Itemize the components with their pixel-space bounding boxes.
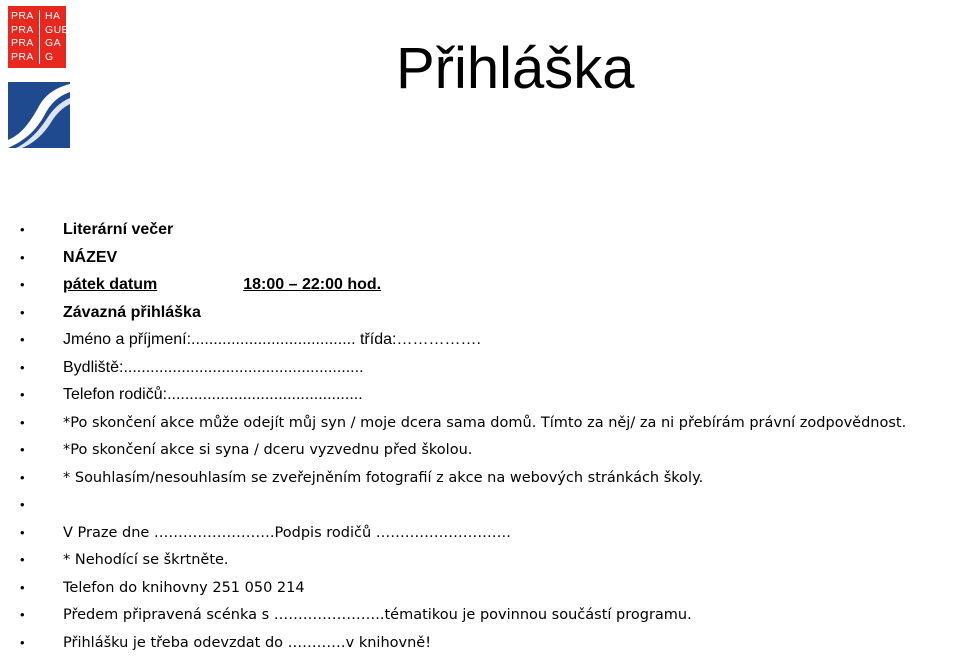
- logo-text: G: [39, 51, 54, 65]
- list-item: [20, 354, 955, 382]
- bullet-icon: •: [20, 524, 25, 540]
- page-title: Přihláška: [396, 36, 635, 101]
- list-item: [20, 574, 955, 602]
- list-item: [20, 381, 955, 409]
- list-item: [20, 216, 955, 244]
- bullet-icon: •: [20, 249, 25, 265]
- event-name: Literární večer: [63, 221, 174, 238]
- logo-row: [11, 37, 69, 51]
- logo-text: GUE: [39, 24, 69, 38]
- date-label: pátek datum: [63, 276, 158, 293]
- logo-blue-emblem: [8, 82, 70, 148]
- list-item: [20, 326, 955, 354]
- event-date: [63, 276, 381, 293]
- list-item: [20, 436, 955, 464]
- logo-row: [11, 51, 69, 65]
- list-item: [20, 409, 955, 437]
- bullet-icon: •: [20, 332, 25, 347]
- logo-text: HA: [39, 10, 60, 24]
- logo-text: PRA: [11, 23, 34, 36]
- scene-note: Předem připravená scénka s …………………..tématikou je povinnou součástí programu.: [63, 607, 692, 623]
- bullet-icon: •: [20, 359, 25, 375]
- logo-red-block: [8, 6, 69, 68]
- signature-line[interactable]: V Praze dne …………………….Podpis rodičů ……………………….: [63, 524, 511, 541]
- logo-text: GA: [39, 37, 61, 51]
- bullet-icon: •: [20, 222, 25, 237]
- list-item: [20, 546, 955, 574]
- leave-alone-statement: *Po skončení akce může odejít můj syn / moje dcera sama domů. Tímto za něj/ za ni přebírám právní zodpovědnost.: [63, 414, 907, 431]
- list-item: [20, 491, 955, 519]
- bullet-icon: •: [20, 579, 25, 595]
- bullet-icon: •: [20, 442, 25, 457]
- binding-label: Závazná přihláška: [63, 303, 201, 321]
- bullet-icon: •: [20, 387, 25, 402]
- list-item: [20, 601, 955, 629]
- photo-consent-statement: * Souhlasím/nesouhlasím se zveřejněním fotografií z akce na webových stránkách školy.: [63, 469, 704, 486]
- logo-text: PRA: [11, 37, 34, 49]
- form-list: [20, 216, 955, 656]
- name-class-field[interactable]: Jméno a příjmení:..................................... třída:…………….: [63, 331, 481, 348]
- list-item: [20, 464, 955, 492]
- list-item: [20, 299, 955, 327]
- pickup-statement: *Po skončení akce si syna / dceru vyzvednu před školou.: [63, 442, 473, 458]
- strike-note: * Nehodící se škrtněte.: [63, 552, 229, 568]
- logo-row: [11, 24, 69, 38]
- residence-field[interactable]: Bydliště:......................................................: [63, 358, 364, 376]
- praha-prague-logo: [8, 6, 86, 148]
- bullet-icon: •: [20, 497, 25, 512]
- event-time: 18:00 – 22:00 hod.: [243, 276, 382, 293]
- list-item: [20, 519, 955, 547]
- deadline-note: Přihlášku je třeba odevzdat do …………v knihovně!: [63, 634, 432, 651]
- title-placeholder: NÁZEV: [63, 248, 118, 266]
- bullet-icon: •: [20, 414, 25, 430]
- logo-row: [11, 10, 69, 24]
- logo-text: PRA: [11, 50, 34, 63]
- bullet-icon: •: [20, 277, 25, 292]
- bullet-icon: •: [20, 552, 25, 567]
- list-item: [20, 244, 955, 272]
- bullet-icon: •: [20, 304, 25, 320]
- library-phone: Telefon do knihovny 251 050 214: [63, 579, 305, 596]
- bullet-icon: •: [20, 469, 25, 485]
- logo-text: PRA: [11, 10, 34, 22]
- list-item: [20, 271, 955, 299]
- parent-phone-field[interactable]: Telefon rodičů:............................................: [63, 386, 363, 403]
- bullet-icon: •: [20, 607, 25, 622]
- bullet-icon: •: [20, 634, 25, 650]
